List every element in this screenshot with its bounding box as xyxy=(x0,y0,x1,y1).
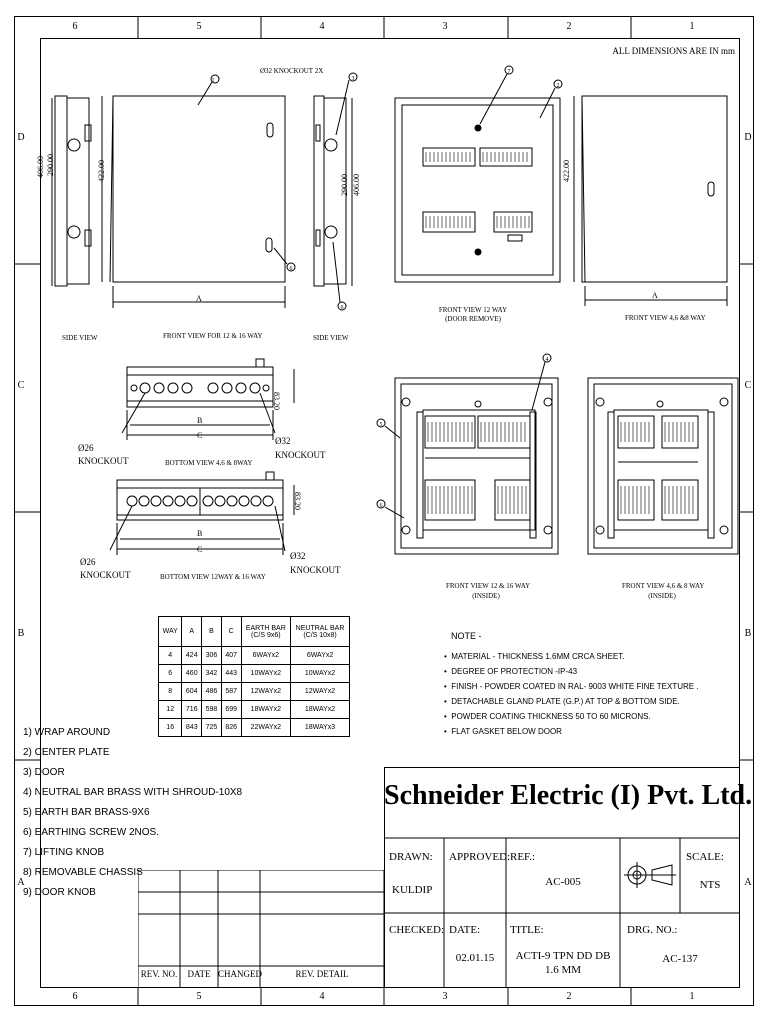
label-ko32-a: Ø32 xyxy=(275,436,291,446)
balloon-2: 2 xyxy=(556,83,560,89)
note-text: FINISH - POWDER COATED IN RAL- 9003 WHITE FINE TEXTURE . xyxy=(451,682,699,691)
zone-row-a-left: A xyxy=(17,877,25,888)
note-item: • FINISH - POWDER COATED IN RAL- 9003 WHITE FINE TEXTURE . xyxy=(444,682,699,691)
label-ko26-b: Ø26 xyxy=(80,557,96,567)
dim-8320-a: 83.20 xyxy=(272,392,281,410)
zone-col-6-bottom: 6 xyxy=(72,991,78,1002)
label-knockout-d: KNOCKOUT xyxy=(290,565,341,575)
date-value: 02.01.15 xyxy=(455,952,495,964)
parts-item: 4) NEUTRAL BAR BRASS WITH SHROUD-10X8 xyxy=(23,787,243,798)
label-bottom-12-16: BOTTOM VIEW 12WAY & 16 WAY xyxy=(160,573,266,581)
balloon-1a: 1 xyxy=(211,78,215,84)
knockout-top-label: Ø32 KNOCKOUT 2X xyxy=(260,67,324,75)
dimensions-note: ALL DIMENSIONS ARE IN mm xyxy=(612,46,735,56)
parts-item: 5) EARTH BAR BRASS-9X6 xyxy=(23,807,150,818)
ref-label: REF.: xyxy=(510,851,536,863)
projection-symbol-icon xyxy=(624,862,676,888)
dim-422-front: 422.00 xyxy=(97,160,106,182)
parts-item: 1) WRAP AROUND xyxy=(23,727,111,738)
parts-item: 7) LIFTING KNOB xyxy=(23,847,105,858)
table-cell: 843 xyxy=(182,719,202,737)
zone-col-1-top: 1 xyxy=(689,21,695,32)
table-cell: 8 xyxy=(159,683,182,701)
title-value-line2: 1.6 MM xyxy=(544,964,582,976)
table-row xyxy=(159,683,350,701)
label-knockout-c: KNOCKOUT xyxy=(80,570,131,580)
spec-header-earth-bar: EARTH BAR (C/S 9x6) xyxy=(241,617,291,647)
table-cell: 12WAYx2 xyxy=(291,683,350,701)
table-cell: 6WAYx2 xyxy=(241,647,291,665)
zone-row-b-right: B xyxy=(744,628,752,639)
title-label: TITLE: xyxy=(510,924,544,936)
date-label: DATE: xyxy=(449,924,481,936)
checked-label: CHECKED: xyxy=(389,924,444,936)
spec-table-header-row xyxy=(159,617,350,647)
zone-row-d-right: D xyxy=(744,132,752,143)
balloon-4: 4 xyxy=(545,357,549,363)
table-cell: 4 xyxy=(159,647,182,665)
table-cell: 12 xyxy=(159,701,182,719)
table-cell: 407 xyxy=(221,647,241,665)
table-cell: 10WAYx2 xyxy=(241,665,291,683)
zone-col-5-top: 5 xyxy=(196,21,202,32)
table-row xyxy=(159,665,350,683)
parts-item: 6) EARTHING SCREW 2NOS. xyxy=(23,827,159,838)
table-cell: 699 xyxy=(221,701,241,719)
parts-item: 9) DOOR KNOB xyxy=(23,887,96,898)
table-cell: 826 xyxy=(221,719,241,737)
table-cell: 725 xyxy=(202,719,222,737)
scale-label: SCALE: xyxy=(686,851,724,863)
table-cell: 10WAYx2 xyxy=(291,665,350,683)
company-name: Schneider Electric (I) Pvt. Ltd. xyxy=(384,780,753,811)
drawn-value: KULDIP xyxy=(392,884,433,896)
table-cell: 424 xyxy=(182,647,202,665)
notes-list xyxy=(444,652,699,742)
scale-value: NTS xyxy=(699,879,721,891)
dim-422-right: 422.00 xyxy=(562,160,571,182)
note-text: MATERIAL - THICKNESS 1.6MM CRCA SHEET. xyxy=(451,652,625,661)
top-views-drawing xyxy=(40,60,740,320)
rev-header-changed: CHANGED xyxy=(218,969,262,979)
zone-col-2-bottom: 2 xyxy=(566,991,572,1002)
zone-row-a-right: A xyxy=(744,877,752,888)
label-inside-12-16-1: FRONT VIEW 12 & 16 WAY xyxy=(446,582,531,590)
note-item: • FLAT GASKET BELOW DOOR xyxy=(444,727,562,736)
table-row xyxy=(159,647,350,665)
drg-no-label: DRG. NO.: xyxy=(627,924,678,936)
table-cell: 460 xyxy=(182,665,202,683)
label-knockout-a: KNOCKOUT xyxy=(78,456,129,466)
zone-col-5-bottom: 5 xyxy=(196,991,202,1002)
rev-header-no: REV. NO. xyxy=(140,969,178,979)
dim-a-front: A xyxy=(196,294,202,303)
parts-item: 2) CENTER PLATE xyxy=(23,747,110,758)
table-cell: 587 xyxy=(221,683,241,701)
parts-item: 8) REMOVABLE CHASSIS xyxy=(23,867,143,878)
zone-col-6-top: 6 xyxy=(72,21,78,32)
table-cell: 604 xyxy=(182,683,202,701)
label-front-12-door-1: FRONT VIEW 12 WAY xyxy=(438,306,508,314)
spec-header-c: C xyxy=(221,617,241,647)
note-text: DETACHABLE GLAND PLATE (G.P.) AT TOP & BOTTOM SIDE. xyxy=(451,697,680,706)
balloon-3: 3 xyxy=(351,76,355,82)
table-cell: 598 xyxy=(202,701,222,719)
dim-8320-b: 83.20 xyxy=(293,492,302,510)
note-item: • DEGREE OF PROTECTION -IP-43 xyxy=(444,667,578,676)
label-side-view-right: SIDE VIEW xyxy=(313,334,349,342)
table-cell: 18WAYx3 xyxy=(291,719,350,737)
note-item: • POWDER COATING THICKNESS 50 TO 60 MICRONS. xyxy=(444,712,651,721)
zone-row-d-left: D xyxy=(17,132,25,143)
spec-header-b: B xyxy=(202,617,222,647)
spec-header-neutral-bar: NEUTRAL BAR (C/S 10x8) xyxy=(291,617,350,647)
zone-row-c-left: C xyxy=(17,380,25,391)
label-front-12-16: FRONT VIEW FOR 12 & 16 WAY xyxy=(163,332,263,340)
table-cell: 486 xyxy=(202,683,222,701)
table-cell: 306 xyxy=(202,647,222,665)
zone-row-c-right: C xyxy=(744,380,752,391)
notes-title: NOTE - xyxy=(451,631,482,641)
label-front-12-door-2: (DOOR REMOVE) xyxy=(445,315,501,323)
drg-no-value: AC-137 xyxy=(662,953,698,965)
approved-label: APPROVED: xyxy=(449,851,511,863)
spec-table xyxy=(158,616,350,737)
spec-header-way: WAY xyxy=(159,617,182,647)
note-item: • DETACHABLE GLAND PLATE (G.P.) AT TOP & BOTTOM SIDE. xyxy=(444,697,680,706)
label-side-view-left: SIDE VIEW xyxy=(62,334,98,342)
table-cell: 18WAYx2 xyxy=(291,701,350,719)
zone-col-2-top: 2 xyxy=(566,21,572,32)
label-inside-468-2: (INSIDE) xyxy=(648,592,676,600)
table-cell: 22WAYx2 xyxy=(241,719,291,737)
dim-290-right: 290.00 xyxy=(340,174,349,196)
table-cell: 12WAYx2 xyxy=(241,683,291,701)
label-ko32-b: Ø32 xyxy=(290,551,306,561)
table-row xyxy=(159,701,350,719)
label-front-468: FRONT VIEW 4,6 &8 WAY xyxy=(625,314,706,322)
table-cell: 6WAYx2 xyxy=(291,647,350,665)
balloon-6c: 6 xyxy=(379,503,383,509)
note-text: DEGREE OF PROTECTION -IP-43 xyxy=(451,667,578,676)
dim-c-2: C xyxy=(197,545,203,554)
rev-header-detail: REV. DETAIL xyxy=(295,969,349,979)
title-value-line1: ACTI-9 TPN DD DB xyxy=(515,950,611,962)
balloon-6a: 6 xyxy=(289,266,293,272)
table-cell: 716 xyxy=(182,701,202,719)
note-item: • MATERIAL - THICKNESS 1.6MM CRCA SHEET. xyxy=(444,652,625,661)
note-text: FLAT GASKET BELOW DOOR xyxy=(451,727,562,736)
note-text: POWDER COATING THICKNESS 50 TO 60 MICRONS. xyxy=(451,712,651,721)
zone-col-4-bottom: 4 xyxy=(319,991,325,1002)
drawn-label: DRAWN: xyxy=(389,851,433,863)
ref-value: AC-005 xyxy=(545,876,581,888)
label-inside-12-16-2: (INSIDE) xyxy=(472,592,500,600)
dim-406-right: 406.00 xyxy=(352,174,361,196)
dim-290-left: 290.00 xyxy=(46,154,55,176)
dim-c-1: C xyxy=(197,431,203,440)
zone-col-3-top: 3 xyxy=(442,21,448,32)
balloon-6b: 6 xyxy=(340,305,344,311)
zone-row-b-left: B xyxy=(17,628,25,639)
parts-item: 3) DOOR xyxy=(23,767,65,778)
zone-col-4-top: 4 xyxy=(319,21,325,32)
inside-views-drawing xyxy=(370,350,740,565)
label-knockout-b: KNOCKOUT xyxy=(275,450,326,460)
balloon-5: 5 xyxy=(379,422,383,428)
dim-b-2: B xyxy=(197,529,203,538)
table-cell: 342 xyxy=(202,665,222,683)
balloon-7: 7 xyxy=(507,69,511,75)
label-bottom-468: BOTTOM VIEW 4,6 & 8WAY xyxy=(165,459,253,467)
dim-406-left: 406.00 xyxy=(36,156,45,178)
label-inside-468-1: FRONT VIEW 4,6 & 8 WAY xyxy=(622,582,705,590)
table-cell: 443 xyxy=(221,665,241,683)
label-ko26-a: Ø26 xyxy=(78,443,94,453)
rev-header-date: DATE xyxy=(187,969,211,979)
spec-header-a: A xyxy=(182,617,202,647)
zone-col-3-bottom: 3 xyxy=(442,991,448,1002)
dim-b-1: B xyxy=(197,416,203,425)
zone-col-1-bottom: 1 xyxy=(689,991,695,1002)
table-cell: 18WAYx2 xyxy=(241,701,291,719)
table-cell: 16 xyxy=(159,719,182,737)
table-cell: 6 xyxy=(159,665,182,683)
dim-a-right: A xyxy=(652,291,658,300)
